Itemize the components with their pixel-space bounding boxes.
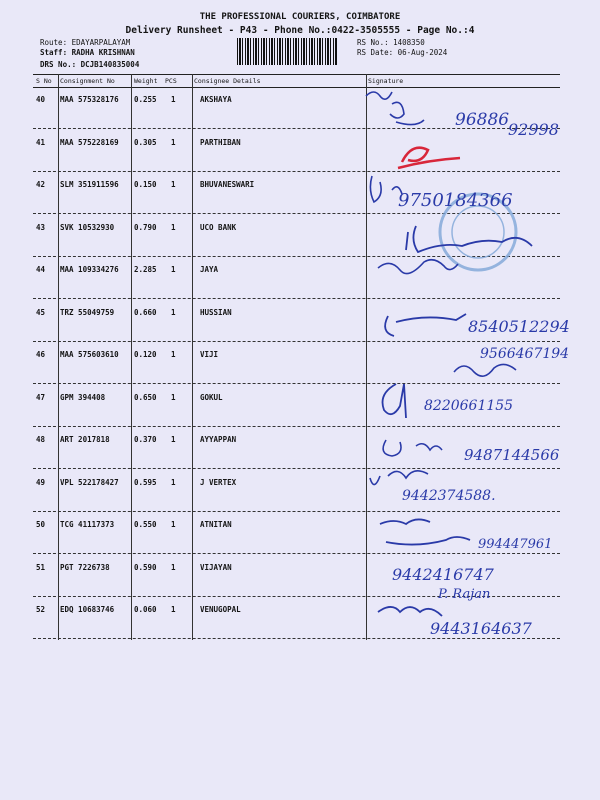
- row-pcs: 1: [171, 307, 176, 317]
- row-consignee: AKSHAYA: [200, 95, 232, 104]
- table-row: [0, 393, 600, 435]
- table-row: [0, 478, 600, 520]
- table-row: [0, 520, 600, 562]
- row-sno: 51: [36, 562, 46, 572]
- row-consignment-no: PGT 7226738: [60, 562, 110, 572]
- handwritten-phone: 8220661155: [424, 398, 514, 414]
- handwritten-phone: 9443164637: [430, 619, 532, 638]
- row-weight: 0.550: [134, 520, 157, 529]
- row-pcs: 1: [171, 605, 176, 614]
- row-weight: 0.590: [134, 562, 157, 572]
- row-sno: 48: [36, 435, 46, 444]
- drs-number: DRS No.: DCJB140835004: [40, 60, 140, 69]
- row-sno: 43: [36, 222, 46, 232]
- row-consignee: HUSSIAN: [200, 307, 232, 317]
- row-pcs: 1: [171, 477, 176, 487]
- row-weight: 0.305: [134, 137, 157, 147]
- row-separator: [33, 553, 560, 554]
- row-weight: 0.060: [134, 605, 157, 614]
- row-consignee: PARTHIBAN: [200, 137, 241, 147]
- row-separator: [33, 298, 560, 299]
- row-consignment-no: MAA 575328176: [60, 95, 119, 104]
- row-consignee: ATNITAN: [200, 520, 232, 529]
- row-consignee: JAYA: [200, 265, 219, 274]
- row-consignment-no: MAA 575228169: [60, 137, 119, 147]
- handwritten-name: P. Rajan: [438, 587, 491, 602]
- row-consignment-no: SLM 351911596: [60, 180, 119, 189]
- col-header-signature: Signature: [368, 77, 404, 85]
- row-weight: 0.660: [134, 307, 157, 317]
- handwritten-phone: 96886: [455, 110, 510, 130]
- row-consignee: J VERTEX: [200, 477, 237, 487]
- row-separator: [33, 426, 560, 427]
- row-weight: 0.120: [134, 350, 157, 359]
- row-consignee: BHUVANESWARI: [200, 180, 255, 189]
- table-row: [0, 563, 600, 605]
- row-separator: [33, 256, 560, 257]
- col-header-pcs: PCS: [165, 77, 177, 85]
- row-separator: [33, 128, 560, 129]
- table-row: [0, 350, 600, 392]
- row-separator: [33, 468, 560, 469]
- table-row: [0, 308, 600, 350]
- handwritten-phone: 8540512294: [468, 317, 570, 336]
- row-consignment-no: SVK 10532930: [60, 222, 115, 232]
- row-separator: [33, 171, 560, 172]
- header-bottom-rule: [33, 87, 560, 88]
- row-separator: [33, 383, 560, 384]
- row-sno: 47: [36, 392, 46, 402]
- row-consignee: VENUGOPAL: [200, 605, 241, 614]
- row-pcs: 1: [171, 95, 176, 104]
- handwritten-phone: 9487144566: [464, 446, 560, 464]
- row-pcs: 1: [171, 350, 176, 359]
- table-row: [0, 138, 600, 180]
- col-header-weight: Weight: [134, 77, 158, 85]
- row-weight: 0.150: [134, 180, 157, 189]
- row-sno: 49: [36, 477, 46, 487]
- row-pcs: 1: [171, 562, 176, 572]
- row-weight: 0.595: [134, 477, 157, 487]
- handwritten-phone: 9442416747: [392, 565, 494, 584]
- row-sno: 52: [36, 605, 46, 614]
- row-consignee: VIJAYAN: [200, 562, 232, 572]
- row-separator: [33, 511, 560, 512]
- table-row: [0, 265, 600, 307]
- handwritten-phone: 92998: [508, 120, 559, 139]
- row-weight: 0.370: [134, 435, 157, 444]
- row-pcs: 1: [171, 392, 176, 402]
- table-row: [0, 605, 600, 647]
- row-sno: 42: [36, 180, 46, 189]
- row-weight: 0.650: [134, 392, 157, 402]
- row-sno: 45: [36, 307, 46, 317]
- row-sno: 40: [36, 95, 46, 104]
- row-sno: 50: [36, 520, 46, 529]
- row-consignee: VIJI: [200, 350, 219, 359]
- row-pcs: 1: [171, 180, 176, 189]
- row-consignment-no: TRZ 55049759: [60, 307, 115, 317]
- row-pcs: 1: [171, 520, 176, 529]
- row-sno: 41: [36, 137, 46, 147]
- handwritten-phone: 994447961: [478, 537, 553, 552]
- handwritten-phone: 9442374588.: [402, 488, 496, 504]
- staff-label: Staff: RADHA KRISHNAN: [40, 48, 135, 57]
- handwritten-phone: 9566467194: [480, 346, 570, 362]
- row-consignment-no: GPM 394408: [60, 392, 106, 402]
- runsheet-title: Delivery Runsheet - P43 - Phone No.:0422-3505555 - Page No.:4: [125, 25, 475, 36]
- row-consignment-no: ART 2017818: [60, 435, 110, 444]
- rs-date: RS Date: 06-Aug-2024: [357, 48, 448, 57]
- route-label: Route: EDAYARPALAYAM: [40, 38, 131, 47]
- row-weight: 0.790: [134, 222, 157, 232]
- row-consignee: UCO BANK: [200, 222, 237, 232]
- row-consignment-no: MAA 575603610: [60, 350, 119, 359]
- col-header-consignment: Consignment No: [60, 77, 115, 85]
- row-consignment-no: VPL 522178427: [60, 477, 119, 487]
- table-row: [0, 435, 600, 477]
- table-row: [0, 223, 600, 265]
- row-separator: [33, 213, 560, 214]
- table-row: [0, 180, 600, 222]
- barcode: [237, 38, 337, 65]
- row-consignee: AYYAPPAN: [200, 435, 237, 444]
- row-separator: [33, 341, 560, 342]
- row-sno: 46: [36, 350, 46, 359]
- row-pcs: 1: [171, 137, 176, 147]
- col-header-consignee: Consignee Details: [194, 77, 261, 85]
- row-weight: 0.255: [134, 95, 157, 104]
- handwritten-phone: 9750184366: [398, 190, 513, 211]
- company-title: THE PROFESSIONAL COURIERS, COIMBATORE: [199, 12, 401, 22]
- row-consignee: GOKUL: [200, 392, 223, 402]
- row-weight: 2.285: [134, 265, 157, 274]
- row-pcs: 1: [171, 435, 176, 444]
- rs-number: RS No.: 1408350: [357, 38, 425, 47]
- row-pcs: 1: [171, 222, 176, 232]
- table-row: [0, 95, 600, 137]
- header-top-rule: [33, 74, 560, 75]
- row-separator: [33, 596, 560, 597]
- row-separator: [33, 638, 560, 639]
- row-pcs: 1: [171, 265, 176, 274]
- row-consignment-no: TCG 41117373: [60, 520, 115, 529]
- row-consignment-no: EDQ 10683746: [60, 605, 115, 614]
- row-consignment-no: MAA 109334276: [60, 265, 119, 274]
- row-sno: 44: [36, 265, 46, 274]
- col-header-sno: S No: [36, 77, 52, 85]
